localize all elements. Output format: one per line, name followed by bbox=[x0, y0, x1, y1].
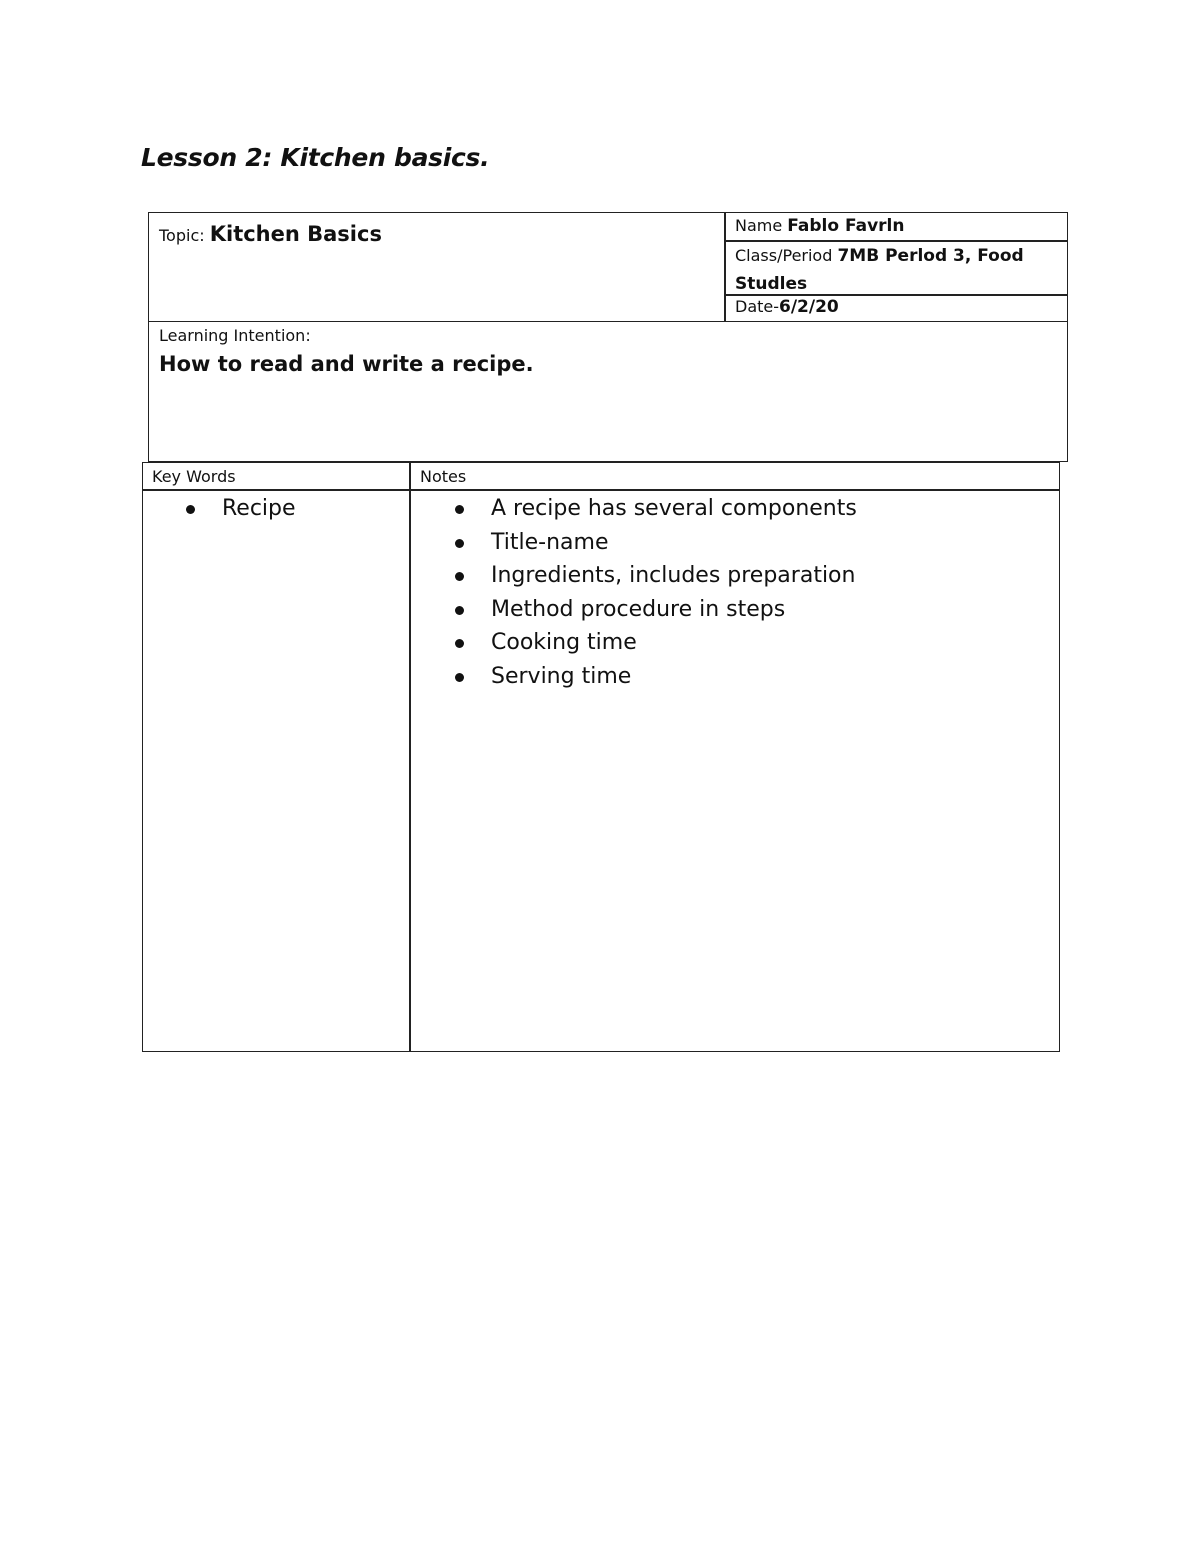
table-divider bbox=[724, 212, 726, 322]
learning-intention-label: Learning Intention: bbox=[159, 326, 311, 345]
class-period-field bbox=[735, 242, 1055, 298]
key-words-header: Key Words bbox=[152, 467, 236, 486]
name-field bbox=[735, 216, 904, 236]
topic-label: Topic: bbox=[159, 226, 210, 245]
list-item: A recipe has several components bbox=[455, 492, 857, 526]
name-value: Fablo Favrln bbox=[787, 216, 905, 236]
list-item: Ingredients, includes preparation bbox=[455, 559, 857, 593]
date-value: 6/2/20 bbox=[779, 297, 839, 317]
notes-list bbox=[455, 492, 857, 694]
date-field bbox=[735, 297, 839, 317]
class-period-value: 7MB Perlod 3, Food Studles bbox=[735, 246, 1024, 294]
notes-header: Notes bbox=[420, 467, 467, 486]
date-label: Date- bbox=[735, 297, 780, 316]
topic-field bbox=[159, 222, 382, 246]
name-label: Name bbox=[735, 216, 788, 235]
topic-value: Kitchen Basics bbox=[209, 222, 382, 246]
key-words-list bbox=[186, 492, 296, 526]
table-divider bbox=[409, 462, 411, 1052]
table-divider bbox=[142, 489, 1060, 491]
list-item: Title-name bbox=[455, 526, 857, 560]
list-item: Serving time bbox=[455, 660, 857, 694]
document-title: Lesson 2: Kitchen basics. bbox=[141, 143, 490, 172]
list-item: Recipe bbox=[186, 492, 296, 526]
list-item: Cooking time bbox=[455, 626, 857, 660]
learning-intention-text: How to read and write a recipe. bbox=[159, 352, 534, 376]
class-period-label: Class/Period bbox=[735, 246, 838, 265]
list-item: Method procedure in steps bbox=[455, 593, 857, 627]
